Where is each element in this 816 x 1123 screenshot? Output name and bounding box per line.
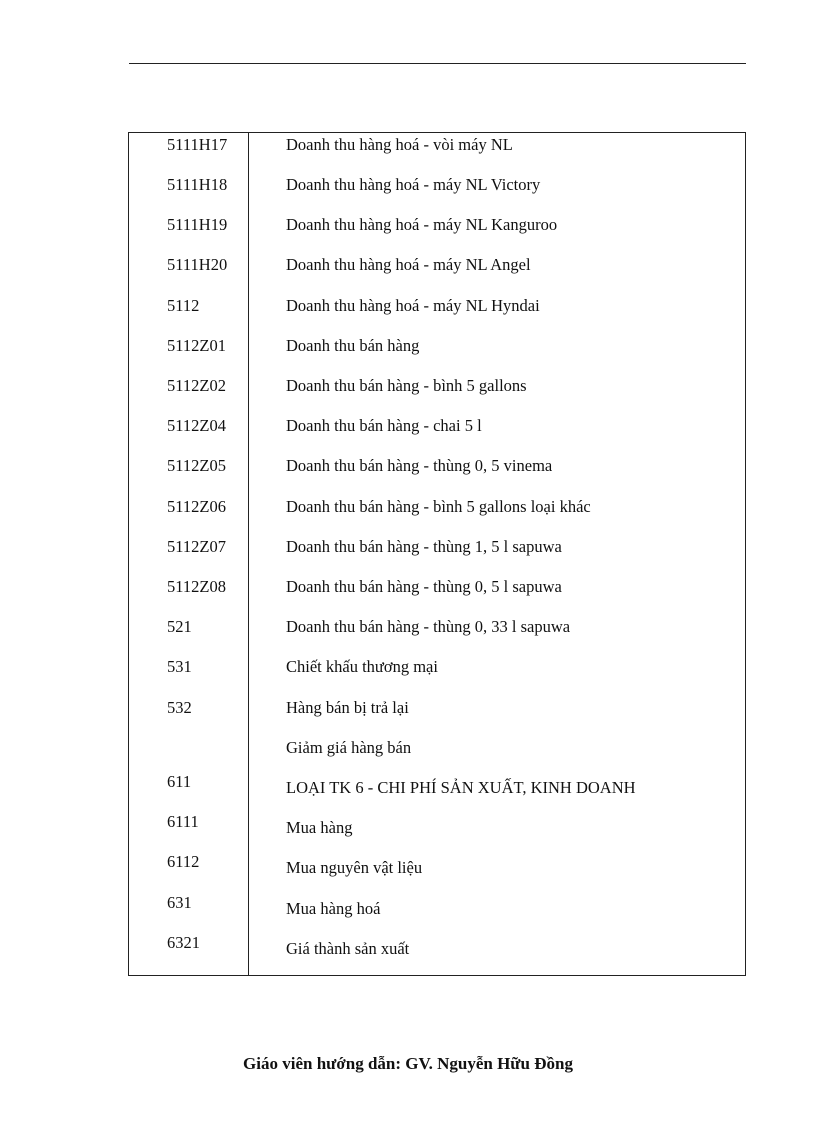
account-description: Doanh thu hàng hoá - máy NL Victory (286, 175, 541, 194)
account-description: Doanh thu bán hàng - bình 5 gallons (286, 376, 527, 395)
account-code: 531 (167, 657, 192, 676)
account-code: 5112Z06 (167, 497, 226, 516)
table-row (129, 253, 745, 277)
account-description: Doanh thu bán hàng - chai 5 l (286, 416, 482, 435)
table-row (129, 696, 745, 720)
table-row (129, 133, 745, 157)
account-table (128, 132, 746, 976)
account-description: Doanh thu bán hàng - bình 5 gallons loại khác (286, 497, 591, 516)
account-code: 532 (167, 698, 192, 717)
account-code: 5112 (167, 296, 200, 315)
account-description: Mua nguyên vật liệu (286, 858, 423, 877)
table-row (129, 535, 745, 559)
table-row (129, 772, 745, 800)
account-code: 5112Z08 (167, 577, 226, 596)
account-code: 631 (167, 893, 192, 912)
table-row (129, 414, 745, 438)
advisor-footer: Giáo viên hướng dẫn: GV. Nguyễn Hữu Đồng (243, 1054, 573, 1073)
table-row (129, 575, 745, 599)
account-description: Doanh thu bán hàng (286, 336, 420, 355)
account-description: Doanh thu hàng hoá - máy NL Angel (286, 255, 531, 274)
table-row (129, 213, 745, 237)
account-description: Chiết khấu thương mại (286, 657, 438, 676)
table-row (129, 454, 745, 478)
table-row (129, 374, 745, 398)
account-code: 6112 (167, 852, 200, 871)
account-code: 5112Z02 (167, 376, 226, 395)
account-code: 5112Z04 (167, 416, 226, 435)
account-description: Doanh thu hàng hoá - vòi máy NL (286, 135, 513, 154)
table-row (129, 736, 745, 760)
account-description: Hàng bán bị trả lại (286, 698, 409, 717)
account-description: Giảm giá hàng bán (286, 738, 412, 757)
table-row (129, 655, 745, 679)
account-code: 5111H17 (167, 135, 228, 154)
account-description: Giá thành sản xuất (286, 939, 410, 958)
account-code: 5112Z05 (167, 456, 226, 475)
table-row (129, 495, 745, 519)
account-code: 5112Z01 (167, 336, 226, 355)
table-row (129, 334, 745, 358)
account-code: 5111H20 (167, 255, 228, 274)
table-row (129, 294, 745, 318)
table-row (129, 933, 745, 961)
account-code: 5111H19 (167, 215, 228, 234)
account-description: Doanh thu bán hàng - thùng 1, 5 l sapuwa (286, 537, 562, 556)
table-row (129, 615, 745, 639)
account-code: 6111 (167, 812, 199, 831)
account-description: LOẠI TK 6 - CHI PHÍ SẢN XUẤT, KINH DOANH (286, 778, 636, 797)
account-description: Doanh thu hàng hoá - máy NL Kanguroo (286, 215, 558, 234)
account-code: 611 (167, 772, 192, 791)
account-code: 6321 (167, 933, 200, 952)
header-rule (129, 63, 746, 64)
table-row (129, 893, 745, 921)
account-description: Doanh thu bán hàng - thùng 0, 5 vinema (286, 456, 553, 475)
account-code: 5111H18 (167, 175, 228, 194)
account-description: Mua hàng hoá (286, 899, 381, 918)
account-description: Doanh thu bán hàng - thùng 0, 5 l sapuwa (286, 577, 562, 596)
account-description: Mua hàng (286, 818, 353, 837)
table-row (129, 812, 745, 840)
account-description: Doanh thu bán hàng - thùng 0, 33 l sapuwa (286, 617, 571, 636)
account-code: 5112Z07 (167, 537, 226, 556)
table-row (129, 852, 745, 880)
account-code: 521 (167, 617, 192, 636)
table-row (129, 173, 745, 197)
account-description: Doanh thu hàng hoá - máy NL Hyndai (286, 296, 540, 315)
